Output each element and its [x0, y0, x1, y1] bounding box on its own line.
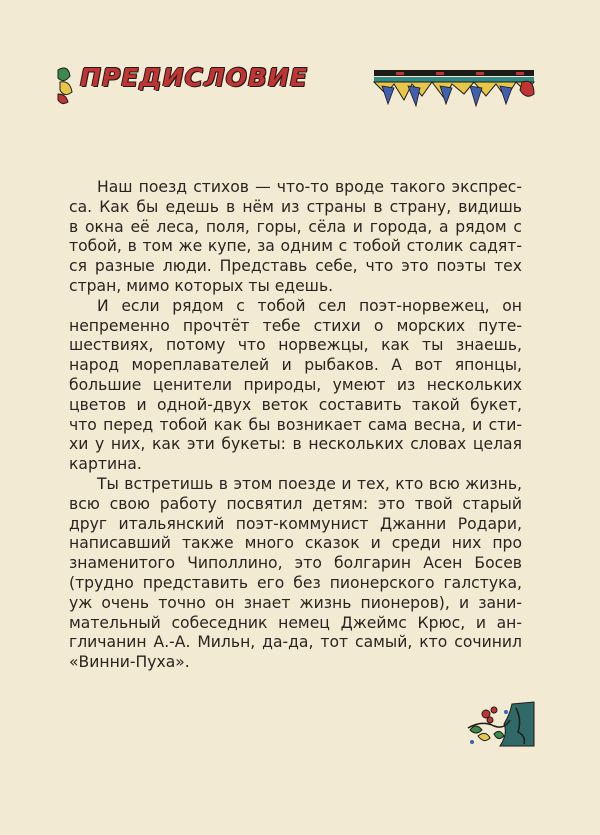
text-line: написавший также много сказок и среди них про: [69, 534, 522, 553]
text-line: (трудно представить его без пионерского галстука,: [69, 573, 522, 592]
text-line: всю свою работу посвятил детям: это твой старый: [69, 494, 522, 513]
preface-text: [69, 178, 522, 673]
text-line: знаменитого Чиполлино, это болгарин Асен Босев: [69, 554, 522, 573]
paragraph-2: [69, 296, 522, 475]
text-line: народ мореплавателей и рыбаков. А вот японцы,: [69, 356, 522, 375]
text-line: Наш поезд стихов — что-то вроде такого экспрес-: [97, 178, 522, 196]
text-line: шествиях, потому что норвежцы, как ты знаешь,: [69, 336, 522, 355]
text-line: «Винни-Пуха».: [69, 653, 190, 672]
text-line: в окна её леса, поля, горы, сёла и города, а рядом с: [69, 217, 522, 236]
text-line: Ты встретишь в этом поезде и тех, кто всю жизнь,: [97, 474, 522, 493]
text-line: хи у них, как эти букеты: в нескольких словах целая: [69, 435, 522, 454]
text-line: цветов и одной-двух веток составить такой букет,: [69, 395, 522, 414]
paragraph-3: [69, 474, 522, 673]
text-line: друг итальянский поэт-коммунист Джанни Родари,: [69, 514, 522, 533]
text-line: И если рядом с тобой сел поэт-норвежец, он: [97, 296, 522, 315]
text-line: непременно прочтёт тебе стихи о морских путе-: [69, 316, 522, 335]
page-title: ПРЕДИСЛОВИЕ: [80, 63, 308, 92]
text-line: большие ценители природы, умеют из нескольких: [69, 375, 522, 394]
text-line: мательный собеседник немец Джеймс Крюс, и ан-: [69, 613, 522, 632]
floral-branch-icon: [464, 700, 536, 748]
text-line: тобой, в том же купе, за одним с тобой столик садят-: [69, 237, 522, 256]
text-line: картина.: [69, 455, 142, 474]
text-line: гличанин А.-А. Мильн, да-да, тот самый, кто сочинил: [69, 633, 522, 652]
text-line: са. Как бы едешь в нём из страны в страну, видишь: [69, 197, 522, 216]
paragraph-1: [69, 178, 522, 297]
text-line: ся разные люди. Представь себе, что это поэты тех: [69, 257, 522, 276]
text-line: стран, мимо которых ты едешь.: [69, 276, 334, 295]
heading-banner: [56, 60, 536, 108]
text-line: что перед тобой как бы возникает сама весна, и сти-: [69, 415, 522, 434]
text-line: уж очень точно он знает жизнь пионеров), и зани-: [69, 593, 522, 612]
